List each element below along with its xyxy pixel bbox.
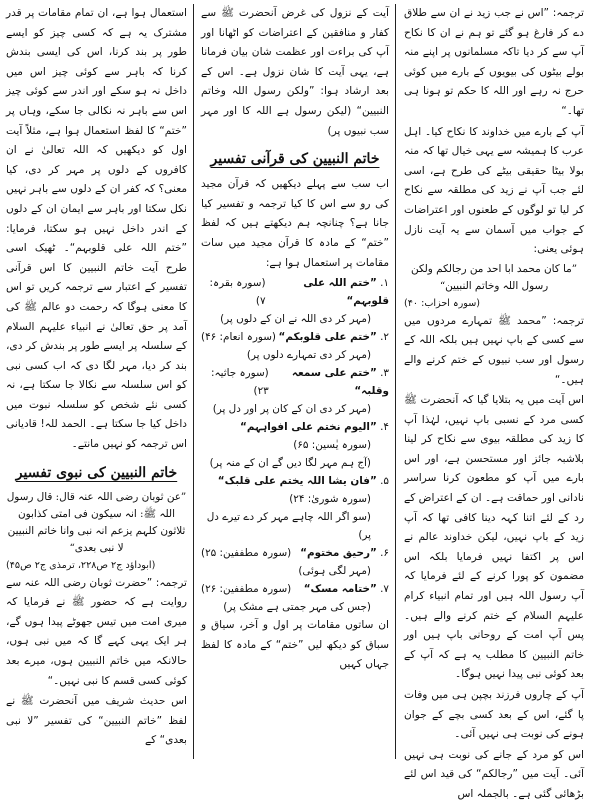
verse-text: ”ختامہ مسک“ — [303, 583, 377, 596]
right-column — [404, 4, 584, 800]
verse-number: ۳ — [383, 367, 389, 380]
paragraph: اس حدیث شریف میں آنحضرت ﷺ نے لفظ ”خاتم النبیین“ کی تفسیر ”لا نبی بعدی“ کے — [6, 695, 187, 747]
paragraph: آیت کے نزول کی غرض آنحضرت ﷺ سے کفار و منافقین کے اعتراضات کو اٹھانا اور آپ کی براءت اور عظمت شان بیان فرمانا ہے، یہی آیت کا شان نزول ہے۔ اس کے بعد ارشاد ہوا: ”ولکن رسول اللہ وخاتم النبیین“ (لیکن رسول ہے اللہ کا اور مہر سب نبیوں پر) — [201, 7, 389, 137]
column-divider — [395, 4, 396, 759]
verse-item: ۱. ”ختم اللہ علی قلوبہم“ (سورہ بقرہ: ۷) — [201, 274, 389, 310]
verse-reference: (سورہ جاثیہ: ۲۳) — [210, 367, 269, 398]
verse-text: ”الیوم نختم علی افواہہم“ — [240, 421, 377, 434]
verse-reference: (سورہ انعام: ۴۶) — [201, 331, 276, 344]
paragraph: اس کو مرد کے جانے کی نوبت ہی نہیں آئی۔ آیت میں ”رجالکم“ کی قید اس لئے بڑھائی گئی ہے۔ بالجملہ اس — [404, 748, 584, 800]
section-heading — [201, 147, 389, 171]
verse-number: ۴ — [383, 421, 389, 434]
verse-text: ”ختم علی قلوبکم“ — [278, 331, 377, 344]
verse-list — [201, 274, 389, 616]
verse-translation: (مہر لگی ہوئی) — [298, 565, 371, 578]
verse-item: ۵. ”فان یشا اللہ یختم علی قلبک“ — [217, 475, 389, 488]
verse-item: ۳. ”ختم علی سمعہ وقلبہ“ (سورہ جاثیہ: ۲۳) — [201, 364, 389, 400]
verse-number: ۱ — [383, 277, 389, 290]
verse-translation: (آج ہم مہر لگا دیں گے ان کے منہ پر) — [209, 457, 371, 470]
verse-translation: (سو اگر اللہ چاہے مہر کر دے تیرے دل پر) — [206, 511, 371, 542]
hadith-text: ”عن ثوبان رضی اللہ عنہ قال: قال رسول اللہ ﷺ: انہ سیکون فی امتی کذابون ثلاثون کلہم یزعم انہ نبی وانا خاتم النبیین لا نبی بعدی“ — [6, 490, 187, 554]
book-page — [6, 4, 584, 800]
verse-text: ”ختم علی سمعہ وقلبہ“ — [291, 367, 389, 398]
hadith-reference: (ابوداؤد ج۲ ص۲۲۸، ترمذی ج۲ ص۴۵) — [6, 559, 156, 571]
verse-translation: (جس کی مہر جمتی ہے مشک پر) — [223, 601, 371, 614]
verse-item: ۴. ”الیوم نختم علی افواہہم“ — [240, 421, 389, 434]
verse-text: ”رحیق مختوم“ — [300, 547, 377, 560]
verse-item: ۷. ”ختامہ مسک“ (سورہ مطففین: ۲۶) — [201, 580, 389, 598]
verse-reference: (سورہ احزاب: ۴۰) — [404, 297, 480, 309]
paragraph: ان ساتوں مقامات پر اول و آخر، سیاق و سباق کو دیکھ لیں ”ختم“ کے مادہ کا لفظ جہاں کہیں — [201, 619, 389, 671]
verse-number: ۲ — [383, 331, 389, 344]
paragraph: ترجمہ: ”اس نے جب زید نے ان سے طلاق دے کر فارغ ہو گئے تو ہم نے ان کا نکاح آپ سے کر دیا تاکہ مسلمانوں پر اپنے منہ بولے بیٹوں کی بیویوں کے بارے میں کوئی حرج نہ رہے اور اللہ کا حکم تو ہونا ہی تھا۔“ — [404, 7, 584, 117]
verse-item: ۶. ”رحیق مختوم“ (سورہ مطففین: ۲۵) — [201, 544, 389, 562]
middle-column — [201, 4, 389, 759]
verse-reference: (سورہ یٰسین: ۶۵) — [293, 439, 371, 452]
left-column — [6, 4, 187, 759]
section-heading-text: خاتم النبیین کی نبوی تفسیر — [15, 464, 178, 481]
paragraph: آپ کے بارے میں خداوند کا نکاح کیا۔ اہل عرب کا ہمیشہ سے یہی خیال تھا کہ منہ بولا بیٹا حقیقی بیٹے کی طرح ہے، اسی لئے جب آپ نے زید کی مطلقہ سے نکاح کر لیا تو لوگوں کے طعنوں اور اعتراضات کے جواب میں آسمان سے یہ آیت نازل ہوئی یعنی: — [404, 125, 584, 256]
section-heading — [6, 461, 187, 485]
verse-number: ۵ — [383, 475, 389, 488]
verse-reference: (سورہ مطففین: ۲۶) — [201, 583, 292, 596]
paragraph: اب سب سے پہلے دیکھیں کہ قرآن مجید کی رو سے اس کا کیا ترجمہ و تفسیر کیا جانا ہے؟ چنانچہ ہم دیکھتے ہیں کہ لفظ ”ختم“ کے مادہ کا قرآن مجید میں سات مقامات پر استعمال ہوا ہے: — [201, 178, 389, 269]
verse-reference: (سورہ شوریٰ: ۲۴) — [289, 493, 371, 506]
verse-item: ۲. ”ختم علی قلوبکم“ (سورہ انعام: ۴۶) — [201, 328, 389, 346]
verse-translation: (مہر کر دی تمہارے دلوں پر) — [246, 349, 371, 362]
verse-number: ۶ — [383, 547, 389, 560]
verse-text: ”ختم اللہ علی قلوبہم“ — [303, 277, 389, 308]
verse-translation: (مہر کر دی ان کے کان پر اور دل پر) — [212, 403, 371, 416]
verse-reference: (سورہ مطففین: ۲۵) — [201, 547, 292, 560]
verse-text: ”فان یشا اللہ یختم علی قلبک“ — [217, 475, 377, 488]
verse-translation: (مہر کر دی اللہ نے ان کے دلوں پر) — [220, 313, 371, 326]
column-divider — [193, 4, 194, 759]
paragraph: ترجمہ: ”محمد ﷺ تمہارے مردوں میں سے کسی کے باپ نہیں ہیں بلکہ اللہ کے رسول اور سب نبیوں کے ختم کرنے والے ہیں۔“ — [404, 314, 584, 386]
section-heading-text: خاتم النبیین کی قرآنی تفسیر — [210, 151, 380, 168]
verse-reference: (سورہ بقرہ: ۷) — [209, 277, 266, 308]
paragraph: آپ کے چاروں فرزند بچپن ہی میں وفات پا گئے، اس کے بعد کسی بچے کے جوان ہونے کی نوبت ہی نہیں آئی۔ — [404, 689, 584, 741]
paragraph: اس آیت میں یہ بتلایا گیا کہ آنحضرت ﷺ کسی مرد کے نسبی باپ نہیں، لہٰذا آپ کا زید کی مطلقہ بیوی سے نکاح کر لینا بلاشبہ جائز اور مستحسن ہے، اور اس بارے میں آپ کو مطعون کرنا سراسر نادانی اور حماقت ہے۔ ان کے اعتراض کے رد کے لئے اتنا کہہ دینا کافی تھا کہ آپ زید کے باپ نہیں، لیکن خداوند عالم نے اس پر اکتفا نہیں فرمایا بلکہ اس مضمون کو پورا کرنے کے لئے فرمایا کہ آپ رسول اللہ ہیں اور تمام انبیاء کرام علیہم السلام کے ختم کرنے والے ہیں۔ پس آپ امت کے روحانی باپ ہیں اور خاتم النبیین کا مطلب یہ ہے کہ آپ کے بعد کوئی نبی پیدا نہیں ہوگا۔ — [404, 394, 584, 681]
paragraph: استعمال ہوا ہے، ان تمام مقامات پر قدر مشترک یہ ہے کہ کسی چیز کو ایسے طور پر بند کرنا، اس کی ایسی بندش کرنا کہ باہر سے کوئی چیز اس میں داخل نہ ہو سکے اور اندر سے کوئی چیز اس سے باہر نہ نکالی جا سکے، وہاں پر ”ختم“ کا لفظ استعمال ہوا ہے، مثلاً آیت اول کو دیکھیں کہ اللہ تعالیٰ نے ان کافروں کے دلوں پر مہر کر دی، کیا معنی؟ کہ کفر ان کے دلوں سے باہر نہیں نکل سکتا اور باہر سے ایمان ان کے دلوں کے اندر داخل نہیں ہو سکتا، فرمایا: ”ختم اللہ علی قلوبہم“۔ ٹھیک اسی طرح آیت خاتم النبیین کا اس قرآنی تفسیر کے اعتبار سے ترجمہ کریں تو اس کا معنی ہوگا کہ رحمت دو عالم ﷺ کی آمد پر حق تعالیٰ نے انبیاء علیہم السلام کے سلسلہ پر ایسے طور پر بندش کر دی، بند کر دیا، مہر لگا دی کہ اب کسی نبی کو اس سلسلہ سے نکالا جا سکتا ہے، نہ کسی نئے شخص کو سلسلہ نبوت میں داخل کیا جا سکتا ہے۔ الحمد للہ! قادیانی اس ترجمہ کو نہیں مانتے۔ — [6, 7, 187, 451]
paragraph: ترجمہ: ”حضرت ثوبان رضی اللہ عنہ سے روایت ہے کہ حضور ﷺ نے فرمایا کہ میری امت میں تیس جھوٹے پیدا ہوں گے، ہر ایک یہی کہے گا کہ میں نبی ہوں، حالانکہ میں خاتم النبیین ہوں، میرے بعد کوئی کسی قسم کا نبی نہیں۔“ — [6, 576, 187, 687]
quranic-verse: ”ما کان محمد ابا احد من رجالکم ولکن رسول اللہ وخاتم النبیین“ — [410, 262, 578, 292]
verse-number: ۷ — [383, 583, 389, 596]
